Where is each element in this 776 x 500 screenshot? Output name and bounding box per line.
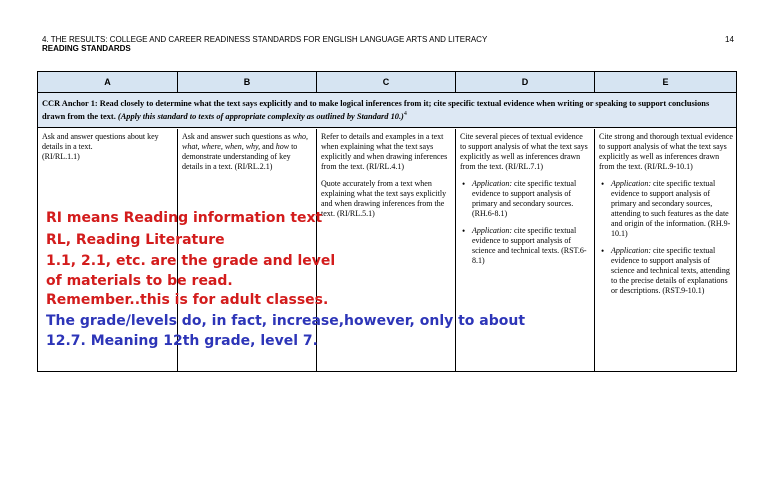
standard-text	[182, 132, 313, 172]
annotation-red-line: 1.1, 2.1, etc. are the grade and level	[46, 253, 336, 269]
column-d-cell	[456, 129, 595, 371]
standard-text-part: to demonstrate understanding of key details in a text. (RI/RL.2.1)	[182, 142, 298, 171]
application-label: Application:	[472, 179, 512, 188]
standard-text-italic: how	[275, 142, 290, 151]
column-header-d: D	[456, 72, 595, 92]
standard-text-italic: who, what, where, when, why,	[182, 132, 308, 151]
annotation-blue-line: The grade/levels do, in fact, increase,however, only to about	[46, 313, 526, 329]
application-label: Application:	[611, 246, 651, 255]
document-title: 4. THE RESULTS: COLLEGE AND CAREER READINESS STANDARDS FOR ENGLISH LANGUAGE ARTS AND LITERACY	[42, 35, 488, 44]
section-title: READING STANDARDS	[42, 44, 131, 53]
standard-text-part: and	[260, 142, 276, 151]
column-c-cell	[317, 129, 456, 371]
anchor-text: CCR Anchor 1: Read closely to determine what the text says explicitly and to make logical inferences from it; cite specific textual evidence when writing or speaking to support conclusions drawn from the text.	[42, 99, 710, 121]
annotation-blue-line: 12.7. Meaning 12th grade, level 7.	[46, 333, 318, 349]
application-text: cite specific textual evidence to support analysis of science and technical texts. (RST.6-8.1)	[472, 226, 587, 265]
annotation-red-line: of materials to be read.	[46, 273, 233, 289]
column-header-e: E	[662, 77, 669, 87]
application-text: cite specific textual evidence to support analysis of science and technical texts, attending to the precise details of explanations or descriptions. (RST.9-10.1)	[611, 246, 730, 295]
application-bullet	[460, 179, 591, 219]
annotation-red-line: RL, Reading Literature	[46, 232, 225, 248]
annotation-red-line: RI means Reading information text	[46, 210, 323, 226]
column-header-b: B	[178, 72, 317, 92]
standard-text: Cite strong and thorough textual evidence to support analysis of what the text says explicitly as well as inferences drawn from the text. (RI/RL.9-10.1)	[599, 132, 733, 171]
standard-text-part: Ask and answer such questions as	[182, 132, 293, 141]
standard-text: Refer to details and examples in a text when explaining what the text says explicitly and when drawing inferences from the text. (RI/RL.4.1)	[321, 132, 448, 171]
column-header-c: C	[317, 72, 456, 92]
anchor-standard	[38, 93, 736, 128]
column-header-a: A	[38, 72, 178, 92]
application-bullet	[599, 179, 733, 239]
annotation-red-line: Remember..this is for adult classes.	[46, 292, 329, 308]
standard-text: Cite several pieces of textual evidence to support analysis of what the text says explicitly as well as inferences drawn from the text. (RI/RL.7.1)	[460, 132, 588, 171]
standard-description: Ask and answer questions about key details in a text.	[42, 132, 159, 151]
standard-text: Quote accurately from a text when explaining what the text says explicitly and when drawing inferences from the text. (RI/RL.5.1)	[321, 179, 447, 218]
standard-text	[42, 132, 174, 162]
application-bullet	[599, 246, 733, 296]
page-number: 14	[725, 35, 734, 44]
application-text: cite specific textual evidence to support analysis of primary and secondary sources. (RH.6-8.1)	[472, 179, 577, 218]
application-label: Application:	[472, 226, 512, 235]
anchor-note: (Apply this standard to texts of appropriate complexity as outlined by Standard 10.)	[117, 111, 404, 121]
application-bullet	[460, 226, 591, 266]
column-e-cell	[595, 129, 736, 371]
application-label: Application:	[611, 179, 651, 188]
standard-code: (RI/RL.1.1)	[42, 152, 80, 161]
column-header-row	[38, 72, 736, 93]
application-text: cite specific textual evidence to support analysis of primary and secondary sources, attending to such features as the date and origin of the information. (RH.9-10.1)	[611, 179, 731, 238]
anchor-footnote-mark: 4	[403, 111, 407, 117]
